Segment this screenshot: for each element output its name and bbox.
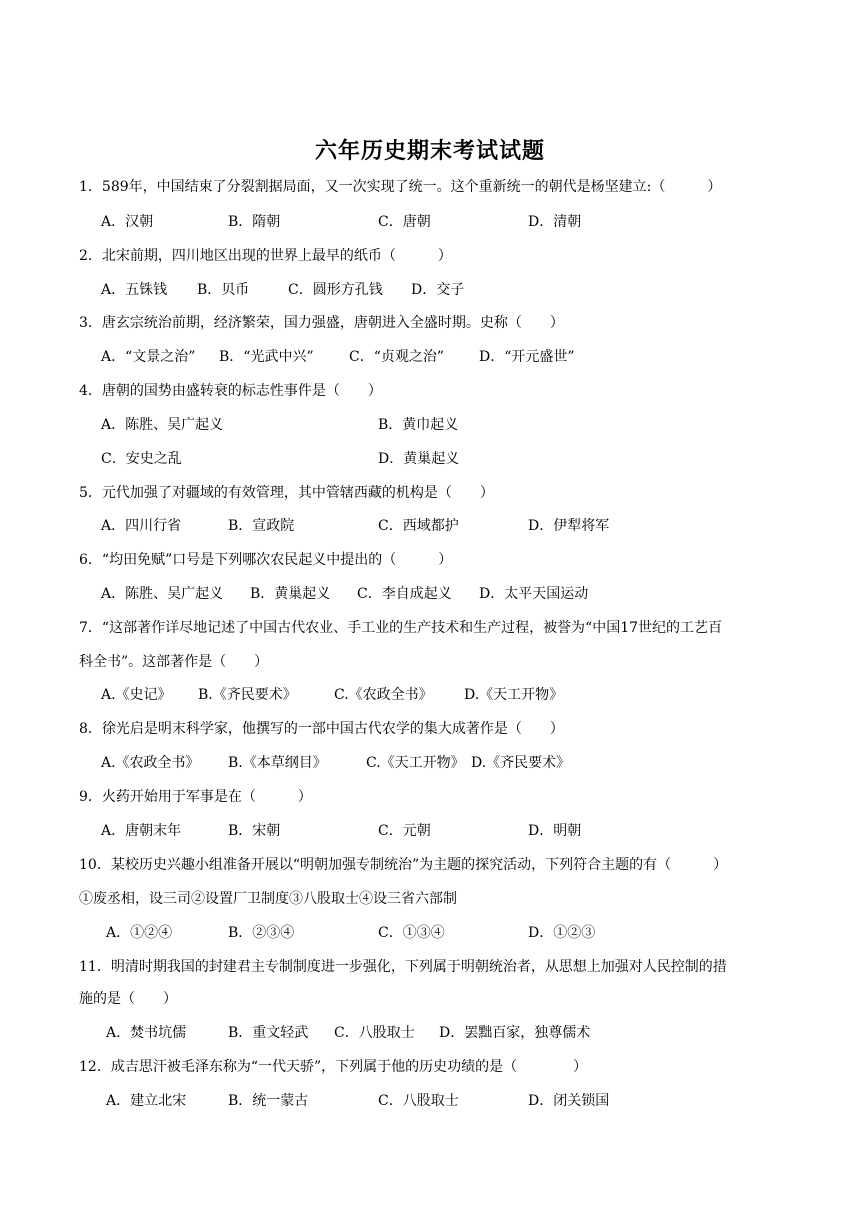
question-11-stem-line-1: 11．明清时期我国的封建君主专制制度进一步强化，下列属于明朝统治者，从思想上加强对人民控制的措 bbox=[79, 959, 727, 975]
page-title: 六年历史期末考试试题 bbox=[314, 138, 545, 164]
question-7-option-d: D.《天工开物》 bbox=[464, 687, 564, 703]
question-12-stem: 12．成吉思汗被毛泽东称为“一代天骄”，下列属于他的历史功绩的是（ ） bbox=[79, 1059, 588, 1075]
question-6-option-d: D．太平天国运动 bbox=[479, 586, 589, 602]
question-2-option-d: D．交子 bbox=[411, 282, 465, 298]
question-9-option-d: D．明朝 bbox=[528, 823, 582, 839]
question-9-option-b: B．宋朝 bbox=[228, 823, 281, 839]
question-2-option-c: C．圆形方孔钱 bbox=[288, 282, 383, 298]
question-8-option-d: D.《齐民要术》 bbox=[471, 755, 571, 771]
question-4-option-c: C．安史之乱 bbox=[101, 451, 182, 467]
question-11-option-a: A．焚书坑儒 bbox=[106, 1025, 187, 1041]
question-3-option-a: A．“文景之治” bbox=[101, 349, 196, 365]
question-11-option-b: B．重文轻武 bbox=[228, 1025, 309, 1041]
question-7-option-a: A.《史记》 bbox=[101, 687, 172, 703]
question-5-stem: 5．元代加强了对疆域的有效管理，其中管辖西藏的机构是（ ） bbox=[79, 485, 494, 501]
question-3-option-b: B．“光武中兴” bbox=[219, 349, 314, 365]
question-12-option-a: A．建立北宋 bbox=[106, 1093, 187, 1109]
question-12-option-d: D．闭关锁国 bbox=[528, 1093, 610, 1109]
question-5-option-d: D．伊犁将军 bbox=[528, 518, 610, 534]
question-4-option-d: D．黄巢起义 bbox=[378, 451, 460, 467]
question-6-option-b: B．黄巢起义 bbox=[250, 586, 331, 602]
question-8-option-c: C.《天工开物》 bbox=[366, 755, 465, 771]
question-3-option-c: C．“贞观之治” bbox=[349, 349, 445, 365]
question-10-stem-line-1: 10．某校历史兴趣小组准备开展以“明朝加强专制统治”为主题的探究活动，下列符合主题的有（ ） bbox=[79, 857, 728, 873]
question-1-option-a: A．汉朝 bbox=[101, 214, 154, 230]
question-8-stem: 8．徐光启是明末科学家，他撰写的一部中国古代农学的集大成著作是（ ） bbox=[79, 721, 564, 737]
question-5-option-b: B．宣政院 bbox=[228, 518, 295, 534]
question-12-option-c: C．八股取士 bbox=[378, 1093, 459, 1109]
question-2-option-b: B．贝币 bbox=[197, 282, 250, 298]
question-10-option-c: C．①③④ bbox=[378, 925, 445, 941]
question-1-option-c: C．唐朝 bbox=[378, 214, 431, 230]
question-11-option-d: D．罢黜百家，独尊儒术 bbox=[439, 1025, 591, 1041]
question-10-option-a: A．①②④ bbox=[106, 925, 173, 941]
question-6-option-a: A．陈胜、吴广起义 bbox=[101, 586, 224, 602]
question-11-stem-line-2: 施的是（ ） bbox=[79, 991, 177, 1007]
question-9-stem: 9．火药开始用于军事是在（ ） bbox=[79, 789, 312, 805]
question-12-option-b: B．统一蒙古 bbox=[228, 1093, 309, 1109]
question-10-stem-line-2: ①废丞相，设三司②设置厂卫制度③八股取士④设三省六部制 bbox=[79, 891, 457, 907]
question-3-stem: 3．唐玄宗统治前期，经济繁荣，国力强盛，唐朝进入全盛时期。史称（ ） bbox=[79, 315, 564, 331]
question-6-option-c: C．李自成起义 bbox=[357, 586, 452, 602]
question-7-option-c: C.《农政全书》 bbox=[334, 687, 433, 703]
question-4-stem: 4．唐朝的国势由盛转衰的标志性事件是（ ） bbox=[79, 383, 382, 399]
question-1-option-b: B．隋朝 bbox=[228, 214, 281, 230]
question-1-option-d: D．清朝 bbox=[528, 214, 582, 230]
question-4-option-b: B．黄巾起义 bbox=[378, 417, 459, 433]
question-8-option-a: A.《农政全书》 bbox=[101, 755, 200, 771]
question-5-option-c: C．西域都护 bbox=[378, 518, 459, 534]
question-11-option-c: C．八股取士 bbox=[334, 1025, 415, 1041]
question-7-stem-line-1: 7．“这部著作详尽地记述了中国古代农业、手工业的生产技术和生产过程，被誉为“中国17世纪的工艺百 bbox=[79, 620, 723, 636]
question-6-stem: 6．“均田免赋”口号是下列哪次农民起义中提出的（ ） bbox=[79, 552, 453, 568]
question-9-option-a: A．唐朝末年 bbox=[101, 823, 182, 839]
question-1-stem: 1．589年，中国结束了分裂割据局面，又一次实现了统一。这个重新统一的朝代是杨坚建立:（ ） bbox=[79, 179, 722, 195]
question-7-option-b: B.《齐民要术》 bbox=[198, 687, 297, 703]
question-8-option-b: B.《本草纲目》 bbox=[228, 755, 327, 771]
question-9-option-c: C．元朝 bbox=[378, 823, 431, 839]
question-5-option-a: A．四川行省 bbox=[101, 518, 182, 534]
question-2-stem: 2．北宋前期，四川地区出现的世界上最早的纸币（ ） bbox=[79, 248, 452, 264]
question-4-option-a: A．陈胜、吴广起义 bbox=[101, 417, 224, 433]
question-10-option-d: D．①②③ bbox=[528, 925, 596, 941]
question-3-option-d: D．“开元盛世” bbox=[479, 349, 575, 365]
question-7-stem-line-2: 科全书”。这部著作是（ ） bbox=[79, 654, 269, 670]
question-2-option-a: A．五铢钱 bbox=[101, 282, 168, 298]
question-10-option-b: B．②③④ bbox=[228, 925, 295, 941]
